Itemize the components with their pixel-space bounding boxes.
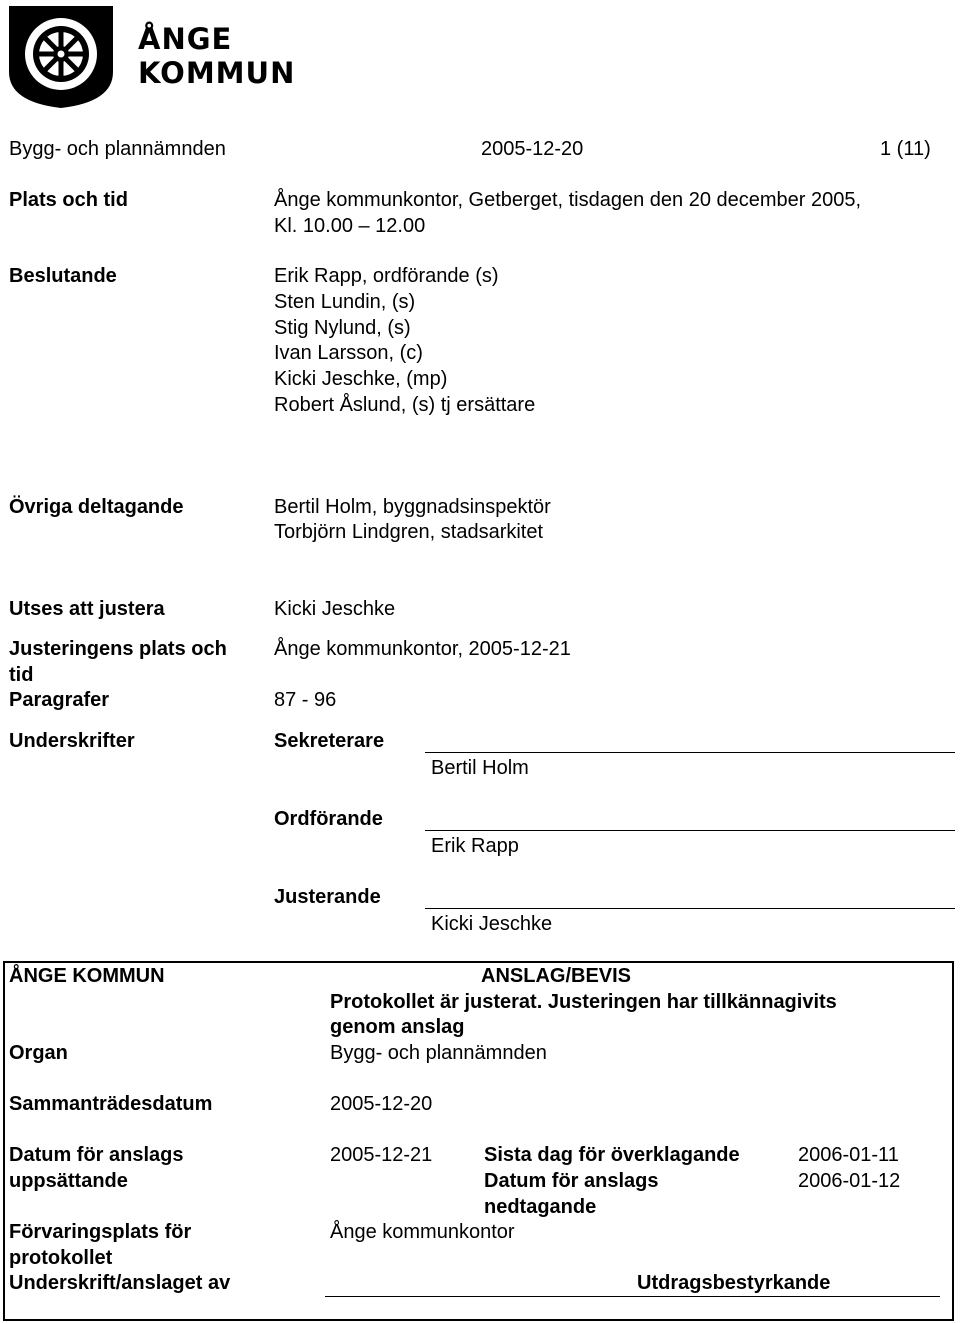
place-label: Plats och tid: [9, 189, 128, 211]
adjust-place-label: Justeringens plats och: [9, 638, 227, 660]
adjust-place: Ånge kommunkontor, 2005-12-21: [274, 638, 571, 660]
wheel-crest-icon: [5, 2, 117, 110]
place-line1: Ånge kommunkontor, Getberget, tisdagen den 20 december 2005,: [274, 189, 862, 211]
adjust-place-label-cont: tid: [9, 664, 34, 686]
chair-name: Erik Rapp: [431, 835, 519, 857]
others-label: Övriga deltagande: [9, 496, 184, 518]
municipality-logo: [5, 2, 117, 110]
notice-municipality: ÅNGE KOMMUN: [9, 965, 165, 987]
removal-date-value: 2006-01-12: [798, 1170, 901, 1192]
notice-box: [3, 961, 954, 1321]
signatures-label: Underskrifter: [9, 730, 135, 752]
logo-text-line1: ÅNGE: [138, 22, 233, 56]
logo-text-line2: KOMMUN: [138, 56, 296, 90]
meeting-date-label: Sammanträdesdatum: [9, 1093, 213, 1115]
deciding-member: Ivan Larsson, (c): [274, 342, 423, 364]
adjuster-name: Kicki Jeschke: [274, 598, 396, 620]
organ-value: Bygg- och plannämnden: [330, 1042, 547, 1064]
posting-date-label-cont: uppsättande: [9, 1170, 128, 1192]
posting-date-value: 2005-12-21: [330, 1144, 433, 1166]
notice-statement-cont: genom anslag: [330, 1016, 465, 1038]
adjusting-signature-line: [425, 908, 955, 909]
deciding-label: Beslutande: [9, 265, 117, 287]
adjusting-name: Kicki Jeschke: [431, 913, 553, 935]
secretary-name: Bertil Holm: [431, 757, 529, 779]
header-organ: Bygg- och plannämnden: [9, 138, 226, 160]
adjusting-role: Justerande: [274, 886, 381, 908]
storage-label-cont: protokollet: [9, 1247, 113, 1269]
posting-date-label: Datum för anslags: [9, 1144, 184, 1166]
deciding-member: Stig Nylund, (s): [274, 317, 411, 339]
chair-signature-line: [425, 830, 955, 831]
signed-by-label: Underskrift/anslaget av: [9, 1272, 231, 1294]
notice-statement: Protokollet är justerat. Justeringen har tillkännagivits: [330, 991, 837, 1013]
other-participant: Bertil Holm, byggnadsinspektör: [274, 496, 551, 518]
place-line2: Kl. 10.00 – 12.00: [274, 215, 426, 237]
deciding-member: Kicki Jeschke, (mp): [274, 368, 448, 390]
paragraphs-label: Paragrafer: [9, 689, 110, 711]
page-number: 1 (11): [880, 138, 931, 160]
other-participant: Torbjörn Lindgren, stadsarkitet: [274, 521, 544, 543]
storage-value: Ånge kommunkontor: [330, 1221, 515, 1243]
appeal-last-day-value: 2006-01-11: [798, 1144, 899, 1166]
removal-date-label-cont: nedtagande: [484, 1196, 597, 1218]
deciding-member: Robert Åslund, (s) tj ersättare: [274, 394, 536, 416]
paragraphs-range: 87 - 96: [274, 689, 337, 711]
deciding-member: Sten Lundin, (s): [274, 291, 416, 313]
chair-role: Ordförande: [274, 808, 383, 830]
certified-copy-label: Utdragsbestyrkande: [637, 1272, 831, 1294]
notice-title: ANSLAG/BEVIS: [481, 965, 632, 987]
secretary-signature-line: [425, 752, 955, 753]
secretary-role: Sekreterare: [274, 730, 385, 752]
adjuster-label: Utses att justera: [9, 598, 165, 620]
organ-label: Organ: [9, 1042, 68, 1064]
header-date: 2005-12-20: [481, 138, 584, 160]
notice-signature-line: [325, 1296, 940, 1297]
meeting-date-value: 2005-12-20: [330, 1093, 433, 1115]
removal-date-label: Datum för anslags: [484, 1170, 659, 1192]
deciding-member: Erik Rapp, ordförande (s): [274, 265, 499, 287]
appeal-last-day-label: Sista dag för överklagande: [484, 1144, 740, 1166]
storage-label: Förvaringsplats för: [9, 1221, 192, 1243]
